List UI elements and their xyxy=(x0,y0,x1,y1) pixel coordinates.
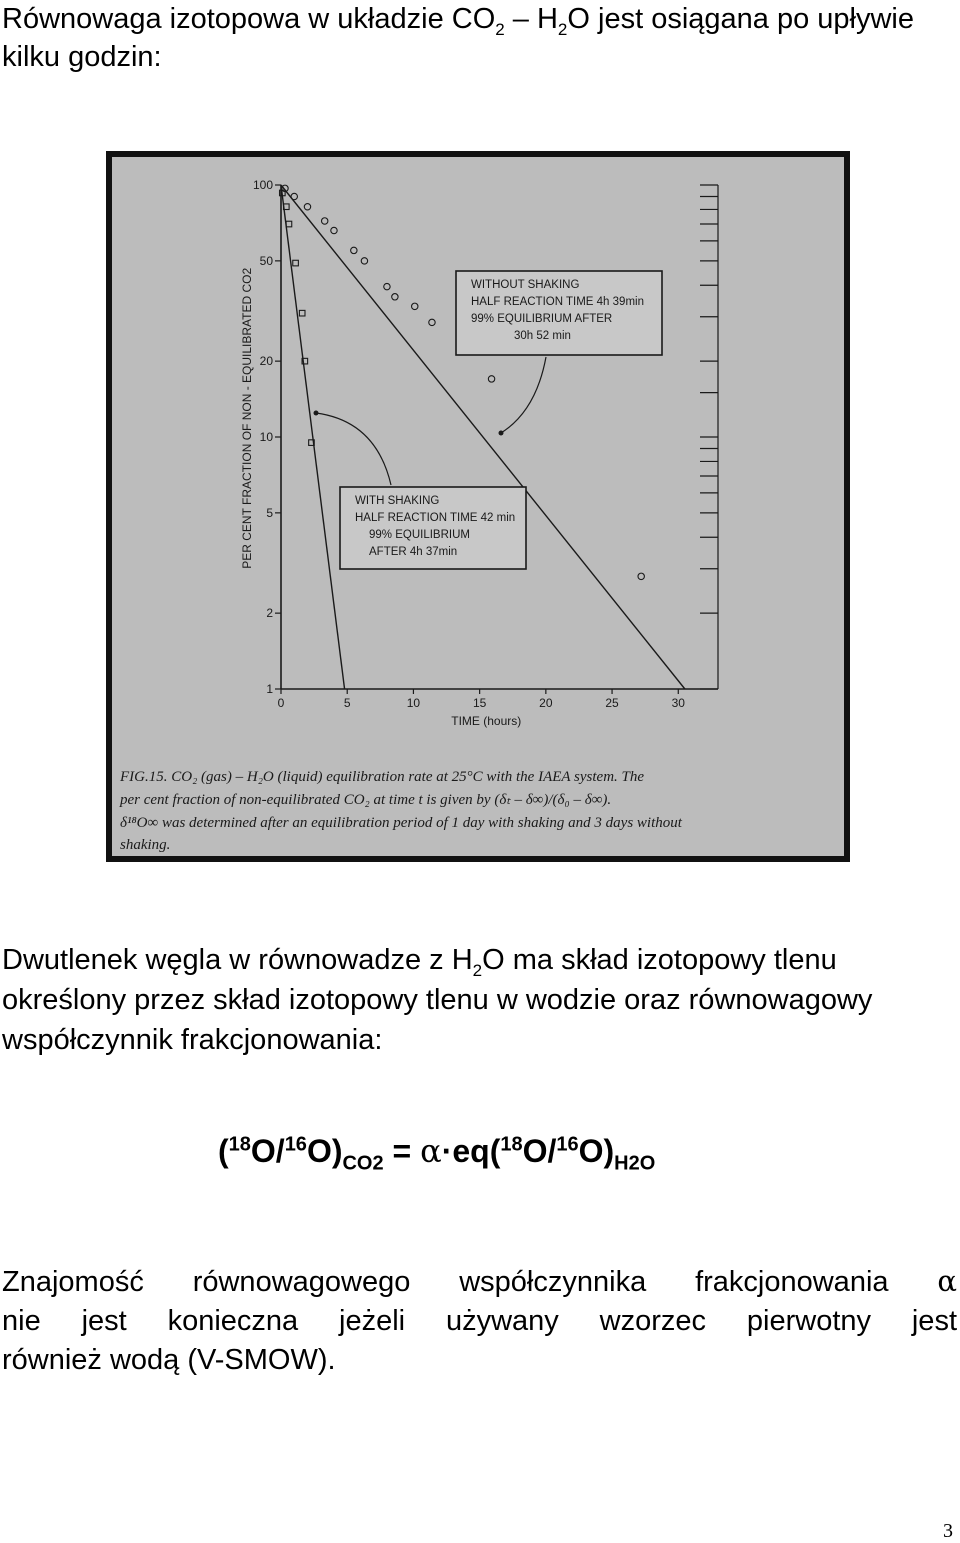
x-tick-label: 10 xyxy=(406,696,421,710)
x-tick-label: 30 xyxy=(671,696,685,710)
annotation-text: 99% EQUILIBRIUM xyxy=(369,529,470,541)
x-tick-label: 25 xyxy=(605,696,619,710)
paragraph-co2-equilibrium: Dwutlenek węgla w równowadze z $H_2O$ ma skład izotopowy tlenu określony przez skład izotopowy tlenu w wodzie oraz równowagowy współczynnik frakcjonowania: xyxy=(2,944,873,1056)
annotation-text: WITH SHAKING xyxy=(355,495,440,507)
y-tick-label: 5 xyxy=(266,505,273,520)
paragraph-vsmow xyxy=(2,1262,957,1380)
annotation-arrow-head xyxy=(499,431,504,436)
x-tick-label: 15 xyxy=(472,696,487,710)
annotation-text: WITHOUT SHAKING xyxy=(471,279,580,291)
figure-caption-line-1: FIG.15. CO₂ (gas) – H₂O (liquid) equilibration rate at 25°C with the IAEA system. The xyxy=(120,769,645,785)
paragraph-vsmow-line-1: Znajomość równowagowego współczynnika frakcjonowania α xyxy=(2,1264,957,1298)
annotation-text: 99% EQUILIBRIUM AFTER xyxy=(471,313,613,325)
y-tick-label: 10 xyxy=(259,430,273,444)
annotation-text: AFTER 4h 37min xyxy=(369,546,458,558)
x-tick-label: 20 xyxy=(539,696,553,710)
fractionation-formula: $(^{18}O/^{16}O)_{CO2} = \alpha\cdot eq(^{18}O/^{16}O)_{H2O}$ xyxy=(218,1132,656,1175)
x-axis-label: TIME (hours) xyxy=(451,714,522,728)
x-tick-label: 5 xyxy=(343,696,351,710)
figure-caption-line-3: δ¹⁸O∞ was determined after an equilibration period of 1 day with shaking and 3 days without xyxy=(120,815,682,831)
annotation-text: 30h 52 min xyxy=(514,330,571,342)
y-tick-label: 1 xyxy=(266,682,273,696)
paragraph-vsmow-line-3: również wodą (V-SMOW). xyxy=(2,1344,336,1376)
y-tick-label: 100 xyxy=(252,178,273,192)
figure-caption-line-4: shaking. xyxy=(120,837,171,853)
paragraph-vsmow-line-2: nie jest konieczna jeżeli używany wzorzec pierwotny jest xyxy=(2,1305,957,1337)
annotation-text: HALF REACTION TIME 4h 39min xyxy=(471,296,644,308)
annotation-text: HALF REACTION TIME 42 min xyxy=(355,512,516,524)
page-heading: Równowaga izotopowa w układzie $CO_2 - H_2O$ jest osiągana po upływie kilku godzin: xyxy=(2,3,914,73)
y-tick-label: 2 xyxy=(266,606,273,621)
y-axis-label: PER CENT FRACTION OF NON - EQUILIBRATED CO2 xyxy=(240,267,254,569)
page-number: 3 xyxy=(943,1520,953,1542)
figure-caption-line-2: per cent fraction of non-equilibrated CO₂ at time t is given by (δₜ – δ∞)/(δ₀ – δ∞). xyxy=(120,792,612,808)
y-tick-label: 20 xyxy=(259,354,273,369)
x-tick-label: 0 xyxy=(277,696,285,710)
scanned-figure xyxy=(106,151,850,862)
y-tick-label: 50 xyxy=(259,253,273,268)
annotation-arrow-head xyxy=(314,411,319,416)
